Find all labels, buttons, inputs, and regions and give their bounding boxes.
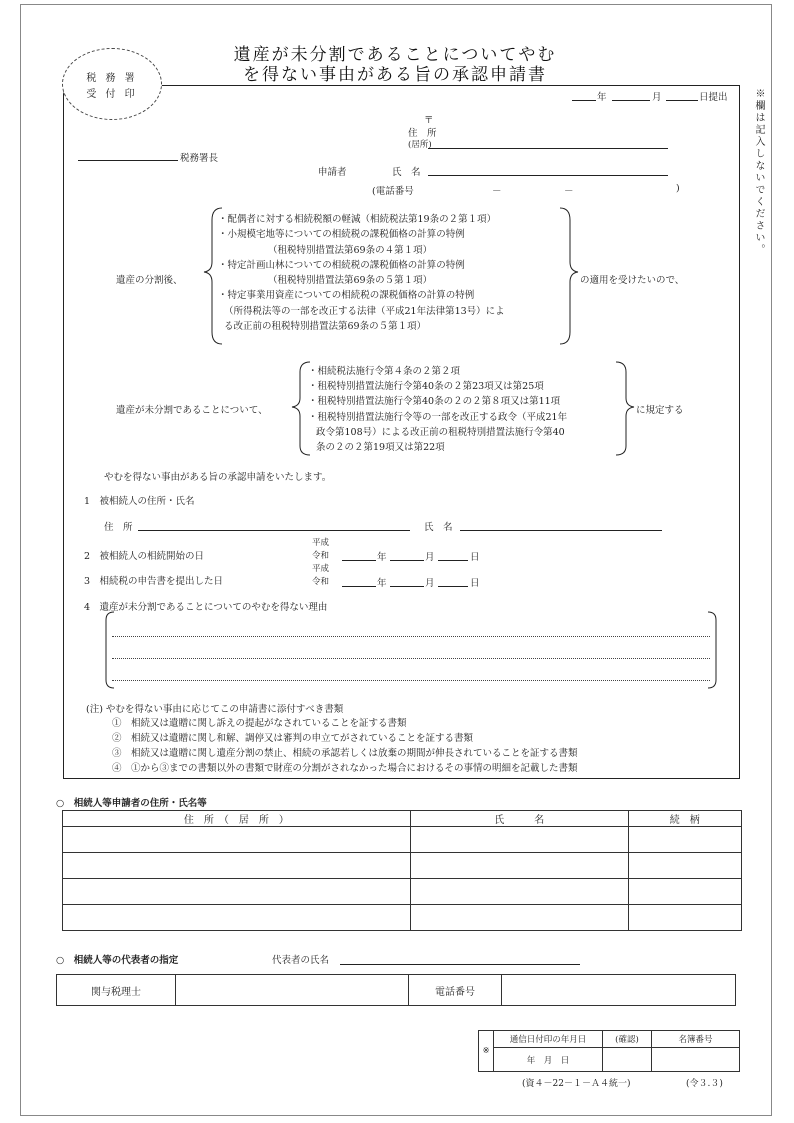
block1-tail: の適用を受けたいので、 bbox=[580, 275, 685, 286]
form-title-line1: 遺産が未分割であることについてやむ bbox=[233, 45, 557, 65]
phone-label: (電話番号 bbox=[372, 186, 414, 197]
decedent-name-field[interactable] bbox=[460, 530, 662, 531]
section1-label: 1 被相続人の住所・氏名 bbox=[84, 496, 195, 507]
tax-accountant-field[interactable] bbox=[176, 975, 409, 1006]
table-row bbox=[63, 905, 742, 931]
block2-item-6: 条の２の２第19項又は第22項 bbox=[316, 442, 445, 454]
postal-mark: 〒 bbox=[424, 115, 434, 126]
form-code: (資４－22－１－Ａ４統一) bbox=[522, 1079, 631, 1089]
office-use-row bbox=[479, 1048, 740, 1072]
col-relation: 続 柄 bbox=[628, 811, 741, 827]
decedent-address-field[interactable] bbox=[138, 530, 410, 531]
heir-address-cell[interactable] bbox=[63, 879, 411, 905]
representative-name-label: 代表者の氏名 bbox=[272, 955, 330, 966]
heir-relation-cell[interactable] bbox=[628, 879, 741, 905]
heir-address-cell[interactable] bbox=[63, 853, 411, 879]
section3-day-field[interactable] bbox=[438, 586, 468, 587]
heir-address-cell[interactable] bbox=[63, 827, 411, 853]
block2-item-5: 政令第108号）による改正前の租税特別措置法施行令第40 bbox=[316, 426, 565, 438]
block1-item-5: （租税特別措置法第69条の５第１項） bbox=[268, 275, 433, 287]
office-use-col3: 名簿番号 bbox=[652, 1031, 740, 1048]
block1-item-7: （所得税法等の一部を改正する法律（平成21年法律第13号）によ bbox=[224, 305, 505, 317]
table-row bbox=[63, 827, 742, 853]
office-use-table bbox=[478, 1030, 740, 1072]
section2-label: 2 被相続人の相続開始の日 bbox=[84, 551, 205, 562]
side-note: ※欄は記入しないでください。 bbox=[753, 88, 764, 256]
agent-phone-label: 電話番号 bbox=[409, 975, 502, 1006]
reason-line-1[interactable] bbox=[112, 636, 710, 637]
note-item-4: ④ ①から③までの書類以外の書類で財産の分割がされなかった場合におけるその事情の明細を記載した書類 bbox=[112, 763, 578, 774]
heir-relation-cell[interactable] bbox=[628, 853, 741, 879]
office-use-header bbox=[479, 1031, 740, 1048]
block1-lead: 遺産の分割後、 bbox=[116, 275, 183, 286]
block2-tail: に規定する bbox=[636, 405, 684, 416]
office-use-date: 年 月 日 bbox=[494, 1048, 603, 1072]
section3-label: 3 相続税の申告書を提出した日 bbox=[84, 576, 224, 587]
notes-list bbox=[112, 716, 732, 776]
heirs-table bbox=[62, 810, 742, 931]
office-use-confirm bbox=[603, 1048, 652, 1072]
heir-name-cell[interactable] bbox=[410, 853, 628, 879]
form-version: (令３.３) bbox=[686, 1079, 723, 1089]
phone-dash-1: － bbox=[492, 186, 502, 197]
note-item-2: ② 相続又は遺贈に関し和解、調停又は審判の申立てがされていることを証する書類 bbox=[112, 733, 474, 744]
agent-row bbox=[57, 975, 736, 1006]
reason-line-3[interactable] bbox=[112, 680, 710, 681]
col-address: 住 所 （ 居 所 ） bbox=[63, 811, 411, 827]
name-label: 氏 名 bbox=[392, 167, 421, 178]
section2-day-label: 日 bbox=[470, 552, 480, 563]
tax-office-suffix: 税務署長 bbox=[180, 153, 219, 164]
table-row bbox=[63, 879, 742, 905]
submit-day-label: 日提出 bbox=[699, 92, 728, 103]
note-item-3: ③ 相続又は遺贈に関し遺産分割の禁止、相続の承認若しくは放棄の期間が伸長されていることを証する書類 bbox=[112, 748, 578, 759]
office-use-mark: ※ bbox=[479, 1031, 494, 1072]
section3-era-heisei: 平成 bbox=[312, 564, 330, 574]
representative-name-field[interactable] bbox=[340, 964, 580, 965]
agent-phone-field[interactable] bbox=[502, 975, 736, 1006]
section3-year-label: 年 bbox=[377, 578, 387, 589]
block1-item-3: （租税特別措置法第69条の４第１項） bbox=[268, 244, 433, 256]
decedent-name-label: 氏 名 bbox=[424, 522, 453, 533]
form-title-line2: を得ない事由がある旨の承認申請書 bbox=[243, 65, 547, 85]
block1-item-4: ・特定計画山林についての相続税の課税価格の計算の特例 bbox=[218, 259, 465, 271]
stamp-label-1: 税 務 署 bbox=[86, 73, 138, 84]
section2-month-field[interactable] bbox=[390, 560, 424, 561]
heirs-header-row bbox=[63, 811, 742, 827]
section2-era-heisei: 平成 bbox=[312, 538, 330, 548]
tax-accountant-label: 関与税理士 bbox=[57, 975, 176, 1006]
section2-year-field[interactable] bbox=[342, 560, 376, 561]
agent-table bbox=[56, 974, 736, 1006]
section4-label: 4 遺産が未分割であることについてのやむを得ない理由 bbox=[84, 602, 328, 613]
submit-year-label: 年 bbox=[597, 92, 607, 103]
stamp-label-2: 受 付 印 bbox=[86, 89, 138, 100]
section2-year-label: 年 bbox=[377, 552, 387, 563]
section2-day-field[interactable] bbox=[438, 560, 468, 561]
col-name: 氏 名 bbox=[410, 811, 628, 827]
notes-heading: (注) やむを得ない事由に応じてこの申請書に添付すべき書類 bbox=[86, 704, 344, 715]
block1-item-8: る改正前の租税特別措置法第69条の５第１項） bbox=[224, 321, 427, 333]
heir-relation-cell[interactable] bbox=[628, 827, 741, 853]
heir-relation-cell[interactable] bbox=[628, 905, 741, 931]
block2-items bbox=[308, 364, 628, 455]
phone-dash-2: － bbox=[564, 186, 574, 197]
block1-item-2: ・小規模宅地等についての相続税の課税価格の計算の特例 bbox=[218, 229, 465, 241]
decedent-address-label: 住 所 bbox=[104, 522, 133, 533]
block2-item-4: ・租税特別措置法施行令等の一部を改正する政令（平成21年 bbox=[308, 411, 568, 423]
address-sub-label: (居所) bbox=[408, 140, 432, 150]
office-use-col2: (確認) bbox=[603, 1031, 652, 1048]
phone-close: ) bbox=[676, 183, 680, 194]
block1-item-1: ・配偶者に対する相続税額の軽減（相続税法第19条の２第１項） bbox=[218, 214, 497, 225]
block2-lead: 遺産が未分割であることについて、 bbox=[116, 405, 268, 416]
request-sentence: やむを得ない事由がある旨の承認申請をいたします。 bbox=[104, 472, 332, 483]
block2-item-3: ・租税特別措置法施行令第40条の２の２第８項又は第11項 bbox=[308, 396, 561, 408]
block1-item-6: ・特定事業用資産についての相続税の課税価格の計算の特例 bbox=[218, 290, 475, 302]
heir-name-cell[interactable] bbox=[410, 827, 628, 853]
representative-heading: ○ 相続人等の代表者の指定 bbox=[56, 955, 179, 966]
block1-items bbox=[218, 212, 568, 334]
section3-day-label: 日 bbox=[470, 578, 480, 589]
reason-line-2[interactable] bbox=[112, 658, 710, 659]
block2-item-2: ・租税特別措置法施行令第40条の２第23項又は第25項 bbox=[308, 381, 544, 393]
heir-name-cell[interactable] bbox=[410, 879, 628, 905]
office-use-col1: 通信日付印の年月日 bbox=[494, 1031, 603, 1048]
submit-month-label: 月 bbox=[652, 92, 662, 103]
section3-year-field[interactable] bbox=[342, 586, 376, 587]
heirs-heading: ○ 相続人等申請者の住所・氏名等 bbox=[56, 798, 207, 809]
section3-month-field[interactable] bbox=[390, 586, 424, 587]
table-row bbox=[63, 853, 742, 879]
block2-item-1: ・相続税法施行令第４条の２第２項 bbox=[308, 366, 461, 377]
address-label: 住 所 bbox=[408, 128, 437, 139]
office-use-number bbox=[652, 1048, 740, 1072]
note-item-1: ① 相続又は遺贈に関し訴えの提起がなされていることを証する書類 bbox=[112, 718, 407, 729]
heir-name-cell[interactable] bbox=[410, 905, 628, 931]
heir-address-cell[interactable] bbox=[63, 905, 411, 931]
applicant-label: 申請者 bbox=[318, 167, 347, 178]
section3-era-reiwa: 令和 bbox=[312, 577, 330, 587]
section2-month-label: 月 bbox=[425, 552, 435, 563]
section2-era-reiwa: 令和 bbox=[312, 551, 330, 561]
section3-month-label: 月 bbox=[425, 578, 435, 589]
